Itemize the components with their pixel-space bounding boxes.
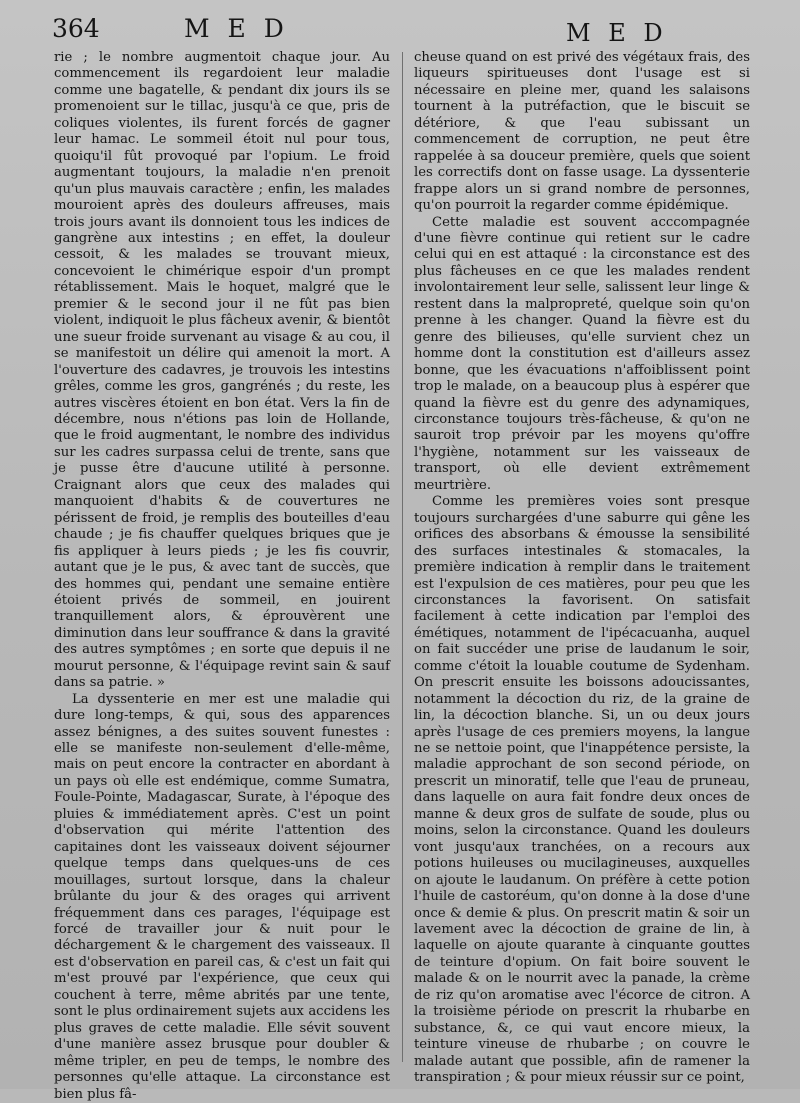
running-head-left: M E D (184, 14, 289, 43)
paragraph: La dyssenterie en mer est une maladie qui dure long-temps, & qui, sous des apparences assez bénignes, a des suites souvent funestes : elle se manifeste non-seulement d'elle-même, mais on peut encore la contracter en abordant à un pays où elle est endémique, comme Sumatra, Foule-Pointe, Madagascar, Surate, à l'époque des pluies & immédiatement après. C'est un point d'observation qui mérite l'attention des capitaines dont les vaisseaux doivent séjourner quelque temps dans quelques-uns de ces mouillages, surtout lorsque, dans la chaleur brûlante du jour & des orages qui arrivent fréquemment dans ces parages, l'équipage est forcé de travailler jour & nuit pour le déchargement & le chargement des vaisseaux. Il est d'observation en pareil cas, & c'est un fait qui m'est prouvé par l'expérience, que ceux qui couchent à terre, même abrités par une tente, sont le plus ordinairement sujets aux accidens les plus graves de cette maladie. Elle sévit souvent d'une manière assez brusque pour doubler & même tripler, en peu de temps, le nombre des personnes qu'elle attaque. La circonstance est bien plus fâ- (54, 691, 390, 1102)
paragraph: Comme les premières voies sont presque toujours surchargées d'une saburre qui gêne les orifices des absorbans & émousse la sensibilité des surfaces intestinales & stomacales, la première indication à remplir dans le traitement est l'expulsion de ces matières, pour peu que les circonstances la favorisent. On satisfait facilement à cette indication par l'emploi des émétiques, notamment de l'ipécacuanha, auquel on fait succéder une prise de laudanum le soir, comme c'étoit la louable coutume de Sydenham. On prescrit ensuite les boissons adoucissantes, notamment la décoction du riz, de la graine de lin, la décoction blanche. Si, un ou deux jours après l'usage de ces premiers moyens, la langue ne se nettoie point, que l'inappétence persiste, la maladie approchant de son second période, on prescrit un minoratif, telle que l'eau de pruneau, dans laquelle on aura fait fondre deux onces de manne & deux gros de sulfate de soude, plus ou moins, selon la circonstance. Quand les douleurs vont jusqu'aux tranchées, on a recours aux potions huileuses ou mucilagineuses, auxquelles on ajoute le laudanum. On préfère à cette potion l'huile de castoréum, qu'on donne à la dose d'une once & demie & plus. On prescrit matin & soir un lavement avec la décoction de graine de lin, à laquelle on ajoute quarante à cinquante gouttes de teinture d'opium. On fait boire souvent le malade & on le nourrit avec la panade, la crème de riz qu'on aromatise avec l'écorce de citron. A la troisième période on prescrit la rhubarbe en substance, &, ce qui vaut encore mieux, la teinture vineuse de rhubarbe ; on couvre le malade autant que possible, afin de ramener la transpiration ; & pour mieux réussir sur ce point, (414, 494, 750, 1086)
page-number: 364 (52, 14, 100, 43)
left-column (54, 50, 390, 1103)
running-head-right: M E D (566, 19, 668, 47)
paragraph: cheuse quand on est privé des végétaux frais, des liqueurs spiritueuses dont l'usage est si nécessaire en pleine mer, quand les salaisons tournent à la putréfaction, que le biscuit se détériore, & que l'eau subissant un commencement de corruption, ne peut être rappelée à sa douceur première, quels que soient les correctifs dont on fasse usage. La dyssenterie frappe alors un si grand nombre de personnes, qu'on pourroit la regarder comme épidémique. (414, 50, 750, 214)
paragraph: Cette maladie est souvent acccompagnée d'une fièvre continue qui retient sur le cadre celui qui en est attaqué : la circonstance est des plus fâcheuses en ce que les malades rendent involontairement leur selle, salissent leur linge & restent dans la malpropreté, quelque soin qu'on prenne à les changer. Quand la fièvre est du genre des bilieuses, qu'elle survient chez un homme dont la constitution est d'ailleurs assez bonne, que les évacuations n'affoiblissent point trop le malade, on a beaucoup plus à espérer que quand la fièvre est du genre des adynamiques, circonstance toujours très-fâcheuse, & qu'on ne sauroit trop prévoir par les moyens qu'offre l'hygiène, notamment sur les vaisseaux de transport, où elle devient extrêmement meurtrière. (414, 214, 750, 493)
page-header (52, 14, 752, 46)
right-column (414, 50, 750, 1087)
column-divider (402, 52, 403, 1062)
paragraph: rie ; le nombre augmentoit chaque jour. Au commencement ils regardoient leur maladie comme une bagatelle, & pendant dix jours ils se promenoient sur le tillac, jusqu'à ce que, pris de coliques violentes, ils furent forcés de gagner leur hamac. Le sommeil étoit nul pour tous, quoiqu'il fût provoqué par l'opium. Le froid augmentant toujours, la maladie n'en prenoit qu'un plus mauvais caractère ; enfin, les malades mouroient après des douleurs affreuses, mais trois jours avant ils donnoient tous les indices de gangrène aux intestins ; en effet, la douleur cessoit, & les malades se trouvant mieux, concevoient le chimérique espoir d'un prompt rétablissement. Mais le hoquet, malgré que le premier & le second jour il ne fût pas bien violent, indiquoit le plus fâcheux avenir, & bientôt une sueur froide survenant au visage & au cou, il se manifestoit un délire qui amenoit la mort. A l'ouverture des cadavres, je trouvois les intestins grêles, comme les gros, gangrénés ; du reste, les autres viscères étoient en bon état. Vers la fin de décembre, nous n'étions pas loin de Hollande, que le froid augmentant, le nombre des individus sur les cadres surpassa celui de trente, sans que je pusse être d'aucune utilité à personne. Craignant alors que ceux des malades qui manquoient d'habits & de couvertures ne périssent de froid, je remplis des bouteilles d'eau chaude ; je fis chauffer quelques briques que je fis appliquer à leurs pieds ; je les fis couvrir, autant que je le pus, & avec tant de succès, que des hommes qui, pendant une semaine entière étoient privés de sommeil, en jouirent tranquillement alors, & éprouvèrent une diminution dans leur souffrance & dans la gravité des autres symptômes ; en sorte que depuis il ne mourut personne, & l'équipage revint sain & sauf dans sa patrie. » (54, 50, 390, 691)
